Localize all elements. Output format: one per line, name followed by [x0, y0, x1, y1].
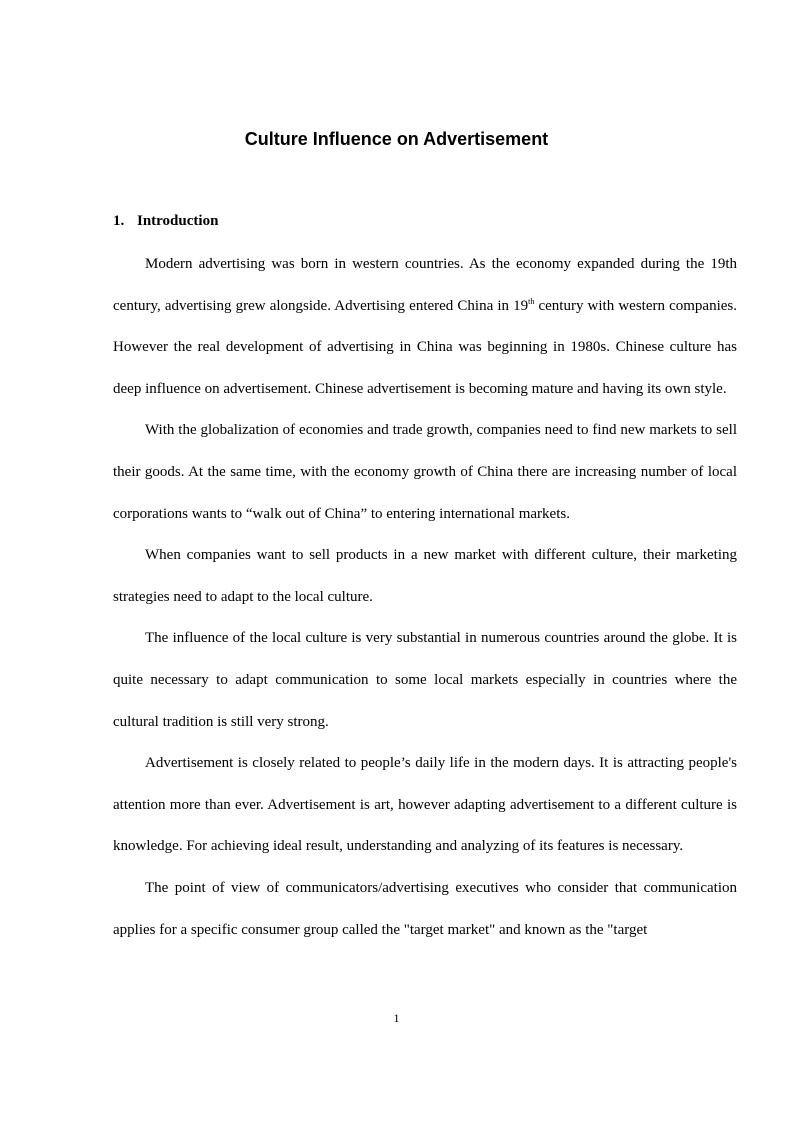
body-text	[113, 244, 737, 951]
section-heading	[113, 211, 218, 231]
section-title: Introduction	[137, 213, 219, 229]
document-title: Culture Influence on Advertisement	[244, 129, 549, 149]
page-number: 1	[393, 1011, 400, 1025]
paragraph-3: When companies want to sell products in a new market with different culture, their marketing strategies need to adapt to the local culture.	[113, 547, 737, 605]
paragraph-4: The influence of the local culture is very substantial in numerous countries around the globe. It is quite necessary to adapt communication to some local markets especially in countries where the cultural tradition is still very strong.	[113, 630, 737, 730]
superscript-th: th	[528, 296, 535, 306]
section-number: 1.	[113, 213, 125, 229]
paragraph-1-part-b: century with western companies. However the real development of advertising in China was beginning in 1980s. Chinese culture has deep influence on advertisement. Chinese advertisement is becoming mature and having its own style.	[113, 297, 737, 397]
paragraph-5: Advertisement is closely related to people’s daily life in the modern days. It is attracting people's attention more than ever. Advertisement is art, however adapting advertisement to a different culture is knowledge. For achieving ideal result, understanding and analyzing of its features is necessary.	[113, 755, 737, 855]
paragraph-1-part-a: Modern advertising was born in western countries. As the economy expanded during the 19th century, advertising grew alongside. Advertising entered China in 19	[113, 256, 737, 314]
paragraph-1	[113, 244, 737, 410]
paragraph-2: With the globalization of economies and trade growth, companies need to find new markets to sell their goods. At the same time, with the economy growth of China there are increasing number of local corporations wants to “walk out of China” to entering international markets.	[113, 422, 737, 522]
paragraph-6: The point of view of communicators/advertising executives who consider that communication applies for a specific consumer group called the "target market" and known as the "target	[113, 879, 737, 938]
